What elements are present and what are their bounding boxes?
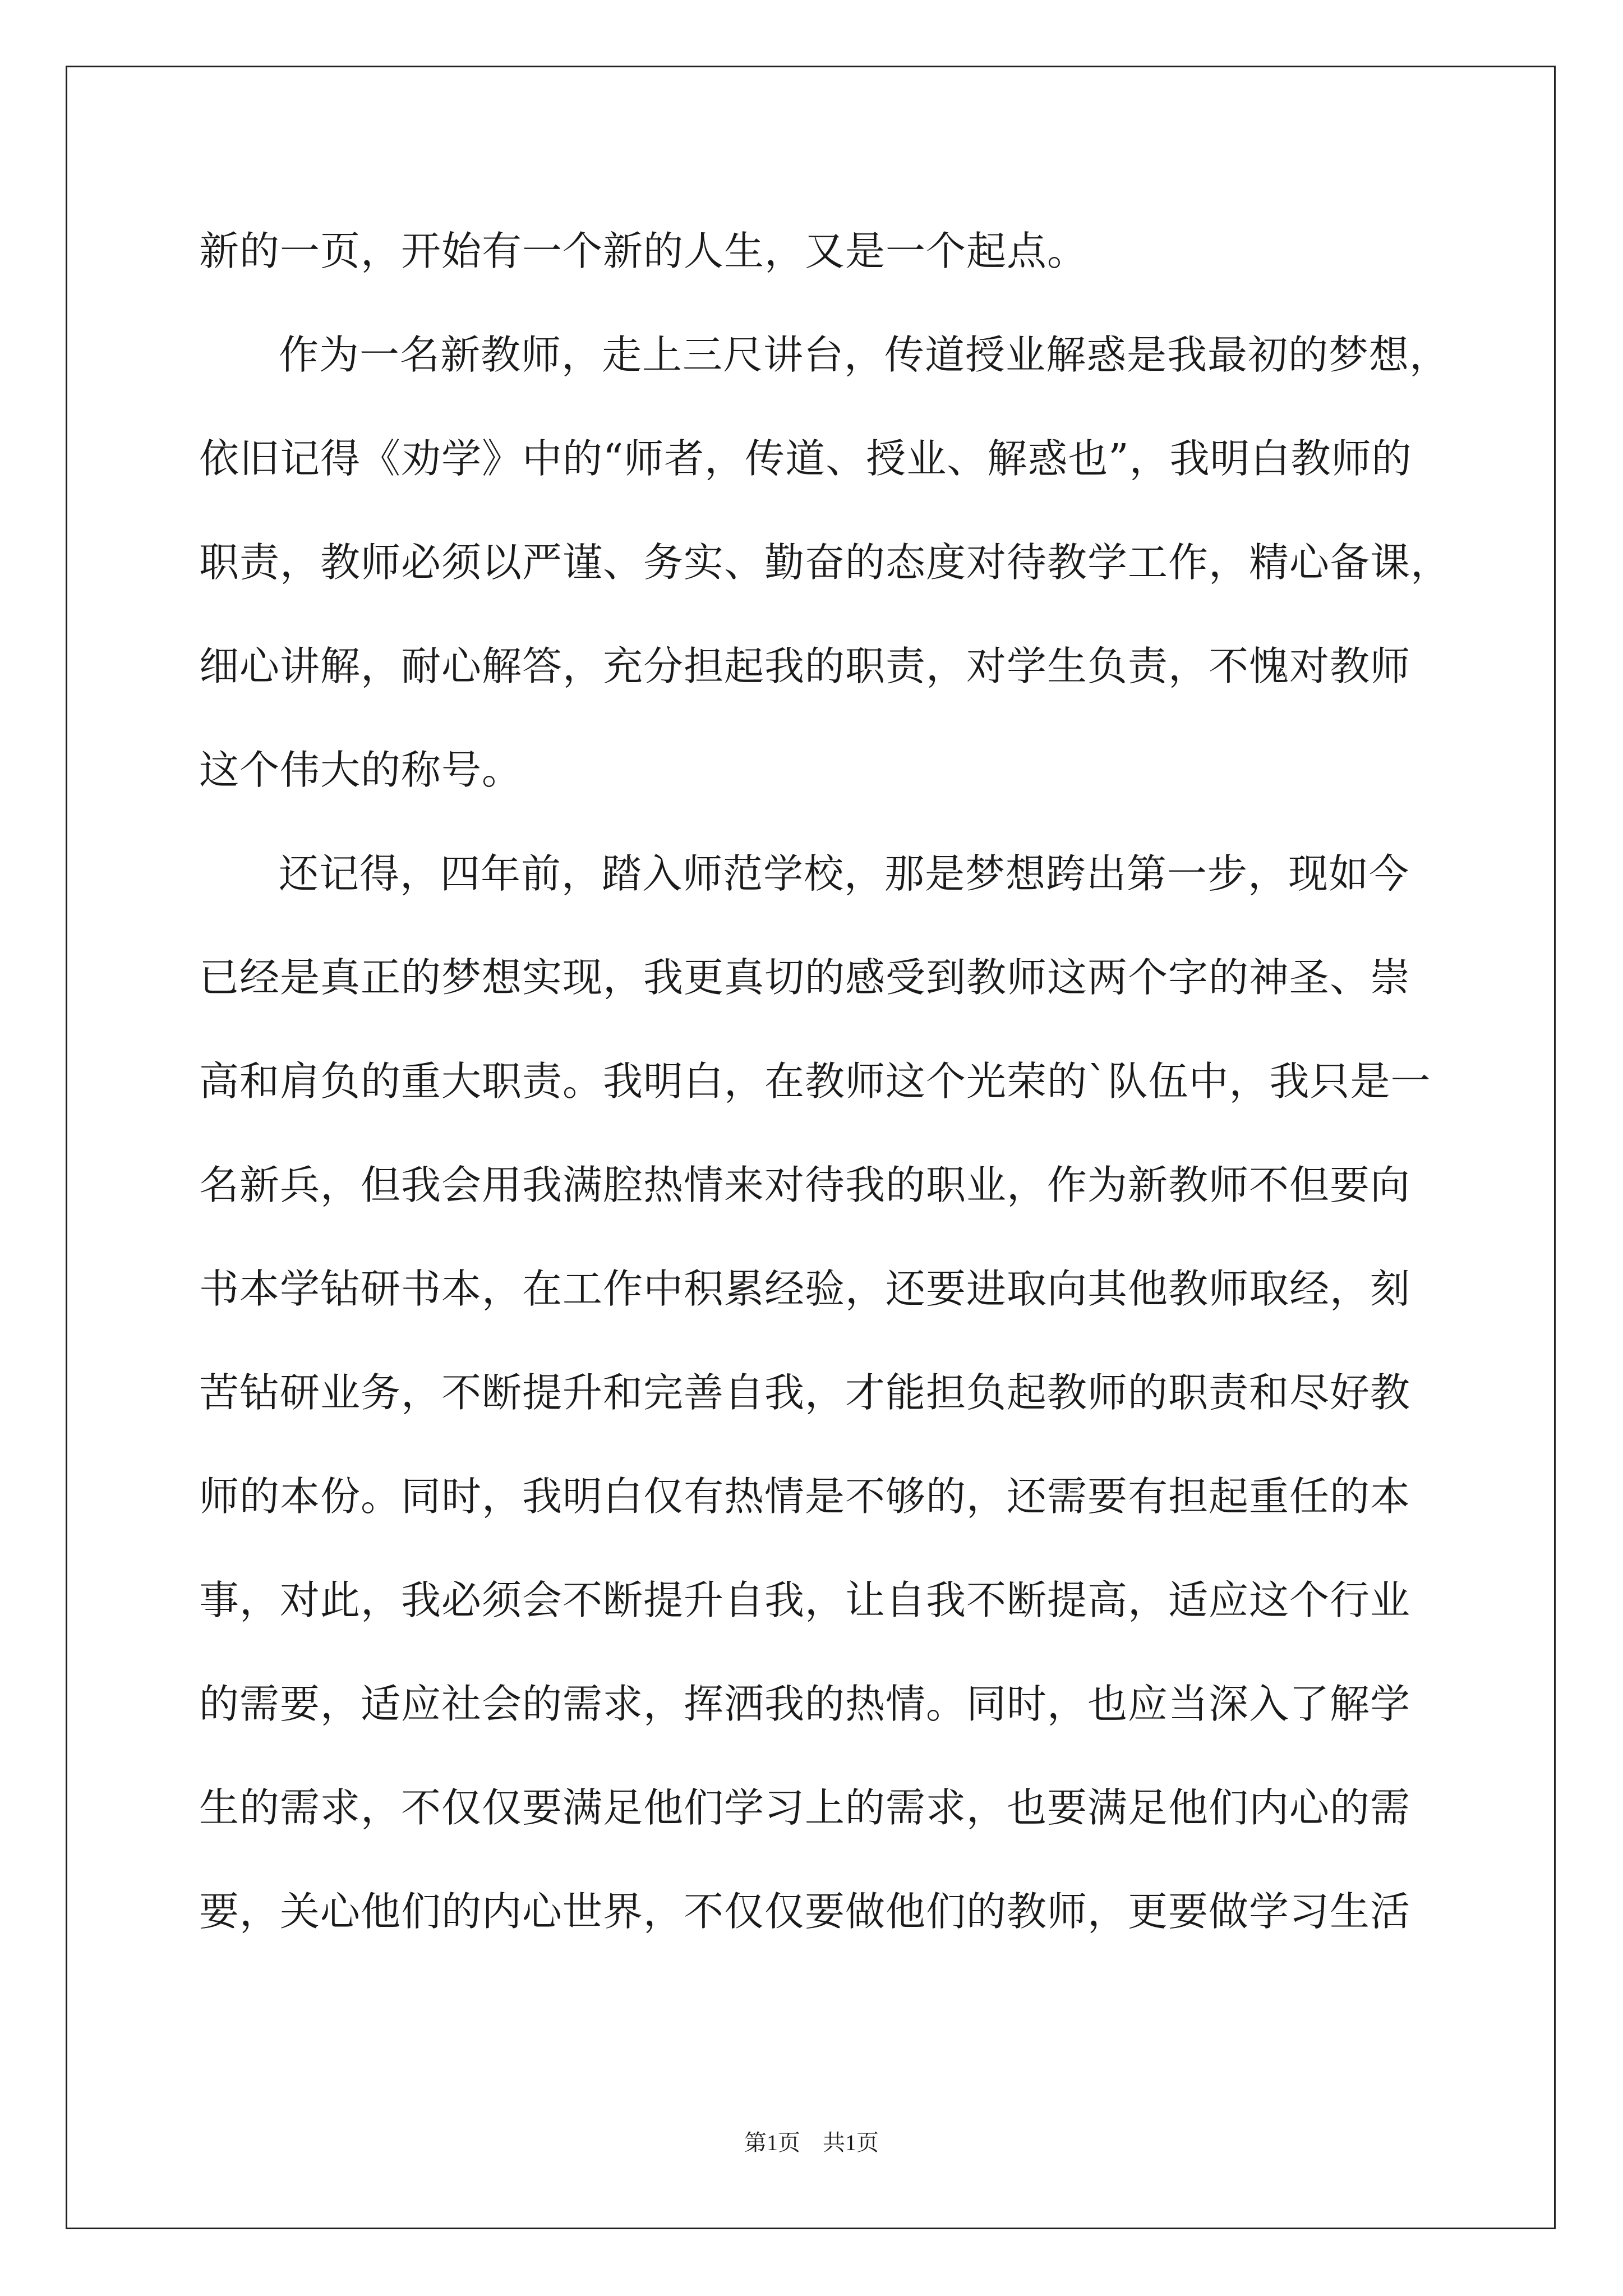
text-line: 已经是真正的梦想实现，我更真切的感受到教师这两个字的神圣、崇	[199, 954, 1411, 1001]
text-line: 高和肩负的重大职责。我明白，在教师这个光荣的`队伍中，我只是一	[199, 1058, 1431, 1105]
text-line: 还记得，四年前，踏入师范学校，那是梦想跨出第一步，现如今	[279, 850, 1410, 897]
text-line: 新的一页，开始有一个新的人生，又是一个起点。	[199, 228, 1088, 274]
text-line: 依旧记得《劝学》中的“师者，传道、授业、解惑也”，我明白教师的	[199, 435, 1412, 482]
text-line: 师的本份。同时，我明白仅有热情是不够的，还需要有担起重任的本	[199, 1473, 1411, 1520]
text-line: 这个伟大的称号。	[199, 747, 523, 793]
text-line: 要，关心他们的内心世界，不仅仅要做他们的教师，更要做学习生活	[199, 1888, 1411, 1935]
text-line: 生的需求，不仅仅要满足他们学习上的需求，也要满足他们内心的需	[199, 1784, 1411, 1831]
text-line: 事，对此，我必须会不断提升自我，让自我不断提高，适应这个行业	[199, 1577, 1411, 1623]
text-line: 名新兵，但我会用我满腔热情来对待我的职业，作为新教师不但要向	[199, 1162, 1411, 1208]
page-number-footer: 第1页 共1页	[744, 2130, 879, 2155]
document-body	[199, 199, 1451, 1963]
text-line: 职责，教师必须以严谨、务实、勤奋的态度对待教学工作，精心备课，	[199, 539, 1451, 586]
text-line: 书本学钻研书本，在工作中积累经验，还要进取向其他教师取经，刻	[199, 1266, 1411, 1312]
text-line: 细心讲解，耐心解答，充分担起我的职责，对学生负责，不愧对教师	[199, 643, 1411, 689]
text-line: 作为一名新教师，走上三尺讲台，传道授业解惑是我最初的梦想，	[279, 332, 1450, 378]
text-line: 苦钻研业务，不断提升和完善自我，才能担负起教师的职责和尽好教	[199, 1369, 1411, 1416]
text-line: 的需要，适应社会的需求，挥洒我的热情。同时，也应当深入了解学	[199, 1681, 1411, 1727]
